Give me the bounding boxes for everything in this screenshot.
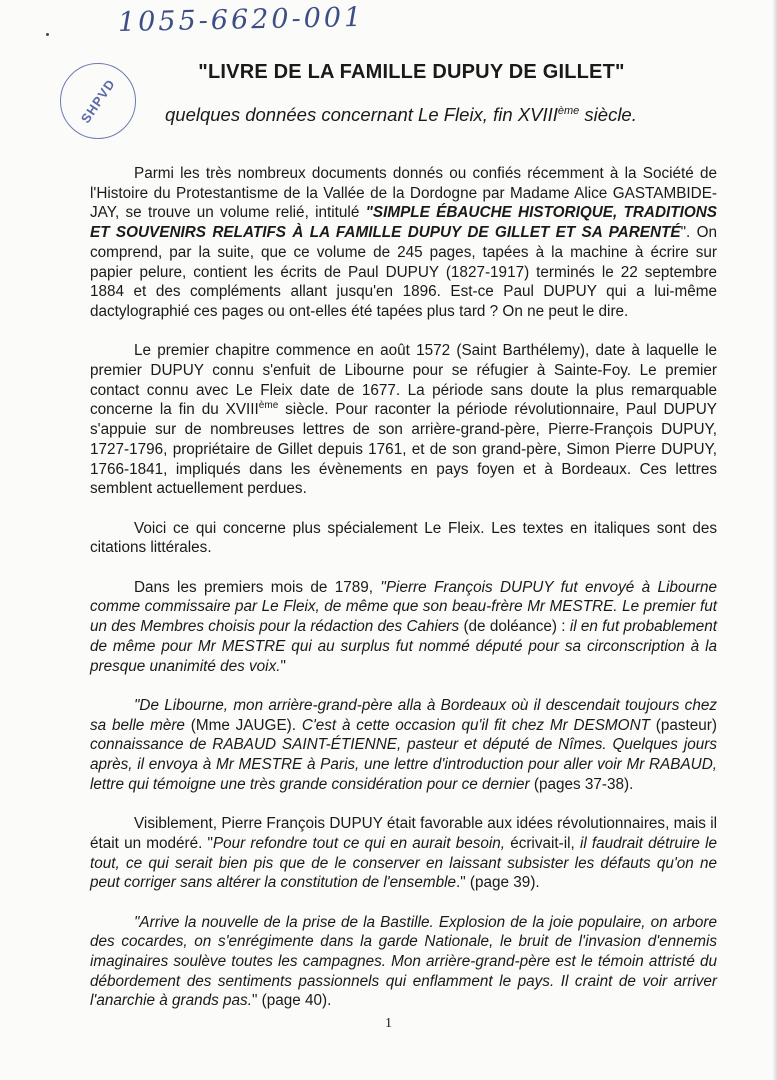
p6-quote-2: il faudrait détruire le tout, ce qui serait bien pis que de le conserver en laissant subsister les défauts qu'on ne peut corriger sans altérer la constitution de l'ensemble <box>90 834 717 892</box>
subtitle-end: siècle. <box>579 104 637 125</box>
paragraph-5 <box>90 696 717 795</box>
p4-text-b: (de doléance) : <box>459 618 570 636</box>
document-title: "LIVRE DE LA FAMILLE DUPUY DE GILLET" <box>198 61 625 83</box>
subtitle-text: quelques données concernant Le Fleix, fin XVIII <box>165 104 558 125</box>
handwritten-reference: 1055-6620-001 <box>117 1 365 39</box>
p6-text-a: Visiblement, Pierre François DUPUY était favorable aux idées révolutionnaires, mais il était un modéré. " <box>90 815 717 852</box>
document-subtitle <box>165 104 637 126</box>
p6-text-b: écrivait-il, <box>510 834 580 852</box>
paragraph-2 <box>90 341 717 499</box>
p7-text-a: " (page 40). <box>251 992 332 1010</box>
p1-text-b: ". On comprend, par la suite, que ce volume de 245 pages, tapées à la machine à écrire sur papier pelure, contient les écrits de Paul DUPUY (1827-1917) terminés le 22 septembre 1884 et des compléments allant jusqu'en 1896. Est-ce Paul DUPUY qui a lui-même dactylographié ces pages ou ont-elles été tapées plus tard ? On ne peut le dire. <box>90 224 717 320</box>
paragraph-3: Voici ce qui concerne plus spécialement Le Fleix. Les textes en italiques sont des citations littérales. <box>90 519 717 557</box>
p5-text-c: (pages 37-38). <box>529 775 634 793</box>
p4-text-c: " <box>280 657 286 675</box>
p2-text-b: siècle. Pour raconter la période révolutionnaire, Paul DUPUY s'appuie sur de nombreuses lettres de son arrière-grand-père, Pierre-François DUPUY, 1727-1796, propriétaire de Gillet depuis 1761, et de son grand-père, Simon Pierre DUPUY, 1766-1841, impliqués dans les évènements en pays foyen et à Bordeaux. Ces lettres semblent actuellement perdues. <box>90 401 717 498</box>
scan-speck <box>46 33 49 36</box>
stamp-text: SHPVD <box>77 76 119 126</box>
p5-text-a: (Mme JAUGE). <box>184 716 302 734</box>
p4-quote-2: il en fut probablement de même pour Mr MESTRE qui au surplus fut nommé député pour sa circonscription à la presque unanimité des voix. <box>90 618 718 675</box>
p5-quote-3: connaissance de RABAUD SAINT-ÉTIENNE, pasteur et député de Nîmes. Quelques jours après, il envoya à Mr MESTRE à Paris, une lettre d'introduction pour aller voir Mr RABAUD, lettre qui témoigne une très grande considération pour ce dernier <box>90 736 717 793</box>
p6-text-c: ." (page 39). <box>456 874 540 892</box>
subtitle-superscript: ème <box>557 104 580 117</box>
paragraph-7 <box>90 913 717 1012</box>
page-edge <box>773 0 777 1080</box>
document-body <box>90 164 717 1031</box>
p2-text-a: Le premier chapitre commence en août 1572 (Saint Barthélemy), date à laquelle le premier DUPUY connu s'enfuit de Libourne pour se réfugier à Sainte-Foy. Le premier contact connu avec Le Fleix date de 1677. La période sans doute la plus remarquable concerne la fin du XVIII <box>90 342 717 419</box>
paragraph-6 <box>90 814 717 893</box>
paragraph-4 <box>90 578 717 677</box>
p5-quote-2: C'est à cette occasion qu'il fit chez Mr DESMONT <box>301 716 650 734</box>
p5-text-b: (pasteur) <box>649 716 717 734</box>
p2-superscript: ème <box>258 400 279 412</box>
p4-text-a: Dans les premiers mois de 1789, <box>134 578 381 596</box>
p1-volume-title: "SIMPLE ÉBAUCHE HISTORIQUE, TRADITIONS ET SOUVENIRS RELATIFS À LA FAMILLE DUPUY DE GILLET ET SA PARENTÉ <box>90 204 717 242</box>
paragraph-1 <box>90 164 717 322</box>
p7-quote-1: "Arrive la nouvelle de la prise de la Bastille. Explosion de la joie populaire, on arbore des cocardes, on s'enrégimente dans la garde Nationale, le bruit de l'invasion d'ennemis imaginaires soulève toutes les campagnes. Mon arrière-grand-père est le témoin attristé du débordement des sentiments passionnels qui enflamment le pays. Il craint de voir arriver l'anarchie à grands pas. <box>90 913 717 1010</box>
p5-quote-1: "De Libourne, mon arrière-grand-père alla à Bordeaux où il descendait toujours chez sa belle mère <box>90 696 717 734</box>
p4-quote-1: "Pierre François DUPUY fut envoyé à Libourne comme commissaire par Le Fleix, de même que son beau-frère Mr MESTRE. Le premier fut un des Membres choisis pour la rédaction des Cahiers <box>90 578 717 636</box>
p6-quote-1: Pour refondre tout ce qui en aurait besoin, <box>212 834 511 852</box>
page-number: 1 <box>385 1016 392 1031</box>
p1-text-a: Parmi les très nombreux documents donnés ou confiés récemment à la Société de l'Histoire du Protestantisme de la Vallée de la Dordogne par Madame Alice GASTAMBIDE-JAY, se trouve un volume relié, intitulé <box>90 165 717 222</box>
